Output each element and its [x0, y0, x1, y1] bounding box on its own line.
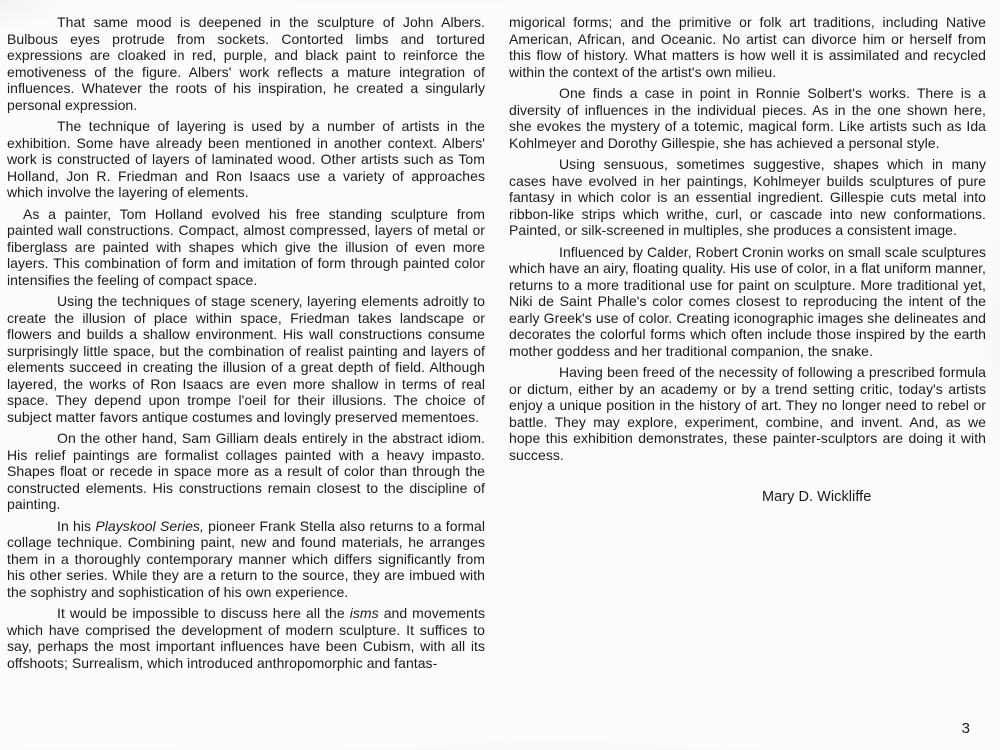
body-text: Using the techniques of stage scenery, layering elements adroitly to create the illusion of place within space, Friedman takes landscape or flowers and builds a shallow environment. His wall constructions consume surprisingly little space, but the combination of realist painting and layers of elements succeed in creating the illusion of a great depth of field. Although layered, the works of Ron Isaacs are even more shallow in terms of real space. They depend upon trompe l'oeil for their illusions. The choice of subject matter favors antique costumes and lovingly preserved mementoes. — [7, 293, 485, 425]
right-column — [509, 14, 986, 506]
paragraph — [7, 605, 485, 671]
body-text: pioneer Frank Stella also returns to a formal collage technique. Combining paint, new and found materials, he arranges them in a thoroughly contemporary manner which differs significantly from his other series. While they are a return to the source, they are imbued with the sophistry and sophistication of his own experience. — [7, 517, 486, 600]
body-text: That same mood is deepened in the sculpture of John Albers. Bulbous eyes protrude from sockets. Contorted limbs and tortured expressions are cloaked in red, purple, and black paint to reinforce the emotiveness of the figure. Albers' work reflects a mature integration of influences. Whatever the roots of his inspiration, he created a singularly personal expression. — [7, 14, 485, 113]
body-text: As a painter, Tom Holland evolved his free standing sculpture from painted wall constructions. Compact, almost compressed, layers of metal or fiberglass are painted with shapes which give the illusion of even more layers. This combination of form and imitation of form through painted color intensifies the feeling of compact space. — [7, 205, 485, 288]
paragraph — [7, 430, 485, 513]
page-number: 3 — [961, 720, 970, 737]
paragraph — [7, 518, 485, 601]
italic-text: isms — [349, 605, 379, 621]
body-text: One finds a case in point in Ronnie Solbert's works. There is a diversity of influences in the individual pieces. As in the one shown here, she evokes the mystery of a totemic, magical form. Like artists such as Ida Kohlmeyer and Dorothy Gillespie, she has achieved a personal style. — [509, 85, 986, 151]
body-text: The technique of layering is used by a number of artists in the exhibition. Some have already been mentioned in another context. Albers' work is constructed of layers of laminated wood. Other artists such as Tom Holland, Jon R. Friedman and Ron Isaacs use a variety of approaches which involve the layering of elements. — [7, 118, 485, 200]
paragraph — [7, 293, 485, 425]
paragraph — [7, 14, 485, 113]
body-text: Using sensuous, sometimes suggestive, shapes which in many cases have evolved in her paintings, Kohlmeyer builds sculptures of pure fantasy in which color is an essential ingredient. Gillespie cuts metal into ribbon-like strips which writhe, curl, or cascade into new conformations. Painted, or silk-screened in multiples, she produces a consistent image. — [509, 156, 986, 238]
body-text: Influenced by Calder, Robert Cronin works on small scale sculptures which have an airy, floating quality. His use of color, in a flat uniform manner, returns to a more traditional use for paint on sculpture. More traditional yet, Niki de Saint Phalle's color comes closest to reproducing the intent of the early Greek's use of color. Creating iconographic images she delineates and decorates the colorful forms which often include those inspired by the earth mother goddess and her traditional companion, the snake. — [509, 243, 986, 359]
paragraph — [7, 118, 485, 201]
body-text: In his — [57, 517, 96, 534]
body-text: On the other hand, Sam Gilliam deals entirely in the abstract idiom. His relief paintings are formalist collages painted with a heavy impasto. Shapes float or recede in space more as a result of color than through the constructed elements. His constructions remain closest to the discipline of painting. — [7, 430, 485, 512]
author-signature: Mary D. Wickliffe — [762, 489, 872, 505]
body-text: Having been freed of the necessity of following a prescribed formula or dictum, either by an academy or by a trend setting critic, today's artists enjoy a unique position in the history of art. They no longer need to rebel or battle. They may explore, experiment, combine, and invent. And, as we hope this exhibition demonstrates, these painter-sculptors are doing it with success. — [509, 364, 986, 463]
paragraph — [509, 85, 986, 151]
paragraph — [509, 14, 986, 80]
body-text: It would be impossible to discuss here all the — [57, 605, 350, 621]
body-text: and movements which have comprised the development of modern sculpture. It suffices to say, perhaps the most important influences have been Cubism, with all its offshoots; Surrealism, which introduced anthropomorphic and fantas- — [7, 605, 485, 671]
paragraph — [509, 156, 986, 239]
paragraph — [7, 206, 485, 289]
paragraph — [509, 364, 986, 463]
italic-text: Playskool Series, — [95, 517, 204, 534]
body-text: migorical forms; and the primitive or folk art traditions, including Native American, African, and Oceanic. No artist can divorce him or herself from this flow of history. What matters is how well it is assimilated and recycled within the context of the artist's own milieu. — [509, 14, 986, 80]
paragraph — [509, 244, 986, 360]
left-column — [7, 14, 485, 676]
